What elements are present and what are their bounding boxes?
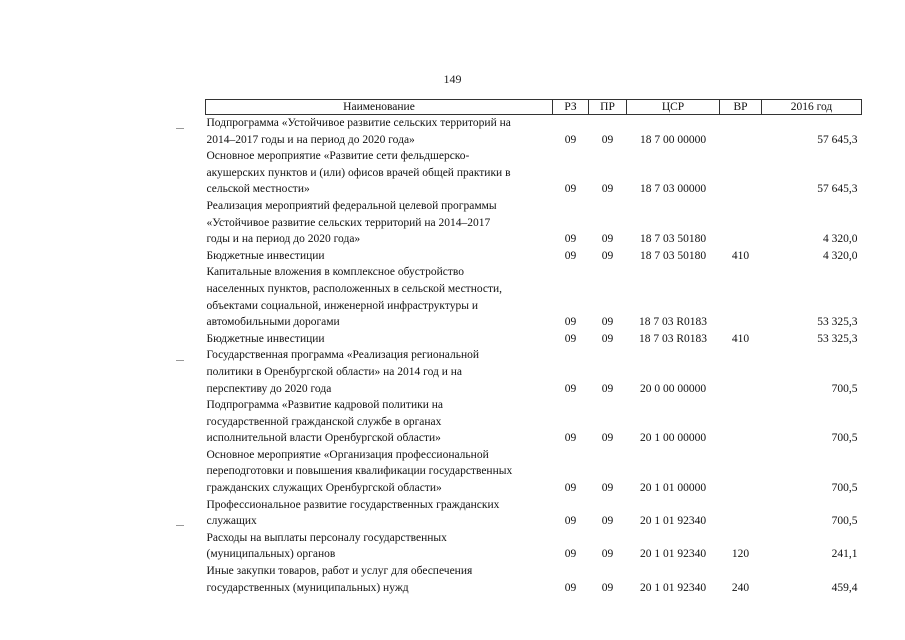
row-csr: 18 7 03 00000: [639, 183, 707, 196]
row-csr: 20 1 01 92340: [639, 515, 707, 528]
row-name: [206, 248, 553, 265]
table-row: [206, 331, 862, 348]
row-amount: 4 320,0: [823, 233, 858, 246]
row-name-line: Расходы на выплаты персоналу государственных: [206, 531, 447, 544]
row-amount: 4 320,0: [823, 249, 858, 262]
row-rz: 09: [564, 233, 577, 246]
row-pr: 09: [601, 249, 614, 262]
table-row: [206, 530, 862, 563]
row-pr: 09: [601, 515, 614, 528]
row-name-line: Государственная программа «Реализация региональной: [206, 349, 480, 362]
row-csr: 20 1 00 00000: [639, 432, 707, 445]
table-row: [206, 248, 862, 265]
row-pr: 09: [601, 382, 614, 395]
page-number: 149: [443, 72, 462, 86]
row-name: [206, 198, 553, 248]
row-vr: [720, 264, 762, 330]
row-rz: 09: [564, 548, 577, 561]
row-csr: 20 1 01 00000: [639, 482, 707, 495]
row-name-line: Профессиональное развитие государственных гражданских: [206, 498, 500, 511]
row-vr: [720, 447, 762, 497]
row-vr: [720, 148, 762, 198]
row-amount: 700,5: [831, 432, 858, 445]
row-pr: 09: [601, 183, 614, 196]
table-body: [206, 115, 862, 597]
row-amount: 57 645,3: [817, 133, 858, 146]
row-rz: 09: [564, 316, 577, 329]
row-name-line: служащих: [206, 515, 257, 528]
row-name-line: Капитальные вложения в комплексное обустройство: [206, 266, 464, 279]
row-rz: 09: [564, 133, 577, 146]
table-row: [206, 198, 862, 248]
row-name-line: «Устойчивое развитие сельских территорий на 2014–2017: [206, 216, 491, 229]
row-name: [206, 497, 553, 530]
row-csr: 18 7 00 00000: [639, 133, 707, 146]
header-year: 2016 год: [762, 100, 862, 115]
row-name: [206, 148, 553, 198]
table-header: [206, 100, 862, 115]
row-rz: 09: [564, 382, 577, 395]
row-csr: 18 7 03 R0183: [638, 332, 708, 345]
row-rz: 09: [564, 432, 577, 445]
row-name-line: исполнительной власти Оренбургской области»: [206, 432, 441, 445]
row-name-line: сельской местности»: [206, 183, 310, 196]
row-csr: 18 7 03 R0183: [638, 316, 708, 329]
row-rz: 09: [564, 581, 577, 594]
row-csr: 20 1 01 92340: [639, 581, 707, 594]
row-csr: 18 7 03 50180: [639, 233, 707, 246]
row-csr: 20 1 01 92340: [639, 548, 707, 561]
row-name: [206, 115, 553, 149]
row-name-line: гражданских служащих Оренбургской области»: [206, 482, 442, 495]
row-pr: 09: [601, 581, 614, 594]
row-pr: 09: [601, 332, 614, 345]
row-name-line: государственных (муниципальных) нужд: [206, 581, 409, 594]
row-vr: [720, 397, 762, 447]
row-name-line: населенных пунктов, расположенных в сельской местности,: [206, 282, 503, 295]
row-name: [206, 447, 553, 497]
row-vr: 410: [731, 332, 750, 345]
row-name-line: Основное мероприятие «Развитие сети фельдшерско-: [206, 150, 470, 163]
row-name-line: Бюджетные инвестиции: [206, 332, 325, 345]
row-csr: 18 7 03 50180: [639, 249, 707, 262]
row-amount: 241,1: [831, 548, 858, 561]
row-vr: [720, 497, 762, 530]
table-row: [206, 347, 862, 397]
row-name: [206, 563, 553, 596]
row-pr: 09: [601, 316, 614, 329]
row-pr: 09: [601, 233, 614, 246]
row-amount: 53 325,3: [817, 332, 858, 345]
row-name-line: перспективу до 2020 года: [206, 382, 332, 395]
row-name-line: годы и на период до 2020 года»: [206, 233, 361, 246]
row-name: [206, 397, 553, 447]
row-name-line: государственной гражданской службе в органах: [206, 415, 442, 428]
row-pr: 09: [601, 133, 614, 146]
row-name-line: политики в Оренбургской области» на 2014 год и на: [206, 365, 463, 378]
row-name-line: Подпрограмма «Устойчивое развитие сельских территорий на: [206, 117, 511, 129]
row-rz: 09: [564, 183, 577, 196]
header-vr: ВР: [720, 100, 762, 115]
table-row: [206, 115, 862, 149]
row-name: [206, 331, 553, 348]
row-amount: 700,5: [831, 382, 858, 395]
row-name-line: переподготовки и повышения квалификации государственных: [206, 465, 513, 478]
row-vr: [720, 347, 762, 397]
row-rz: 09: [564, 482, 577, 495]
row-name-line: Бюджетные инвестиции: [206, 249, 325, 262]
row-name-line: 2014–2017 годы и на период до 2020 года»: [206, 133, 415, 146]
scan-mark: [176, 128, 184, 129]
row-name-line: (муниципальных) органов: [206, 548, 336, 561]
row-name: [206, 347, 553, 397]
row-pr: 09: [601, 482, 614, 495]
row-pr: 09: [601, 548, 614, 561]
table-row: [206, 264, 862, 330]
row-amount: 700,5: [831, 515, 858, 528]
row-name-line: Иные закупки товаров, работ и услуг для обеспечения: [206, 565, 473, 578]
budget-table: [205, 99, 862, 596]
row-name-line: автомобильными дорогами: [206, 316, 340, 329]
row-amount: 57 645,3: [817, 183, 858, 196]
row-name-line: объектами социальной, инженерной инфраструктуры и: [206, 299, 478, 312]
row-amount: 459,4: [831, 581, 858, 594]
scan-mark: [176, 525, 184, 526]
table-row: [206, 563, 862, 596]
row-rz: 09: [564, 249, 577, 262]
row-csr: 20 0 00 00000: [639, 382, 707, 395]
row-name: [206, 530, 553, 563]
header-name: Наименование: [206, 100, 553, 115]
table-row: [206, 148, 862, 198]
scan-mark: [176, 360, 184, 361]
table-row: [206, 397, 862, 447]
row-vr: 240: [731, 581, 750, 594]
row-vr: [720, 198, 762, 248]
row-name: [206, 264, 553, 330]
table-row: [206, 497, 862, 530]
row-name-line: Основное мероприятие «Организация профессиональной: [206, 448, 489, 461]
header-rz: РЗ: [553, 100, 589, 115]
row-vr: 410: [731, 249, 750, 262]
row-vr: 120: [731, 548, 750, 561]
row-name-line: Реализация мероприятий федеральной целевой программы: [206, 199, 497, 212]
header-csr: ЦСР: [627, 100, 720, 115]
header-pr: ПР: [589, 100, 627, 115]
row-name-line: акушерских пунктов и (или) офисов врачей общей практики в: [206, 166, 511, 179]
row-pr: 09: [601, 432, 614, 445]
row-vr: [720, 115, 762, 149]
row-rz: 09: [564, 515, 577, 528]
row-amount: 53 325,3: [817, 316, 858, 329]
table-row: [206, 447, 862, 497]
row-rz: 09: [564, 332, 577, 345]
row-name-line: Подпрограмма «Развитие кадровой политики на: [206, 399, 443, 412]
row-amount: 700,5: [831, 482, 858, 495]
